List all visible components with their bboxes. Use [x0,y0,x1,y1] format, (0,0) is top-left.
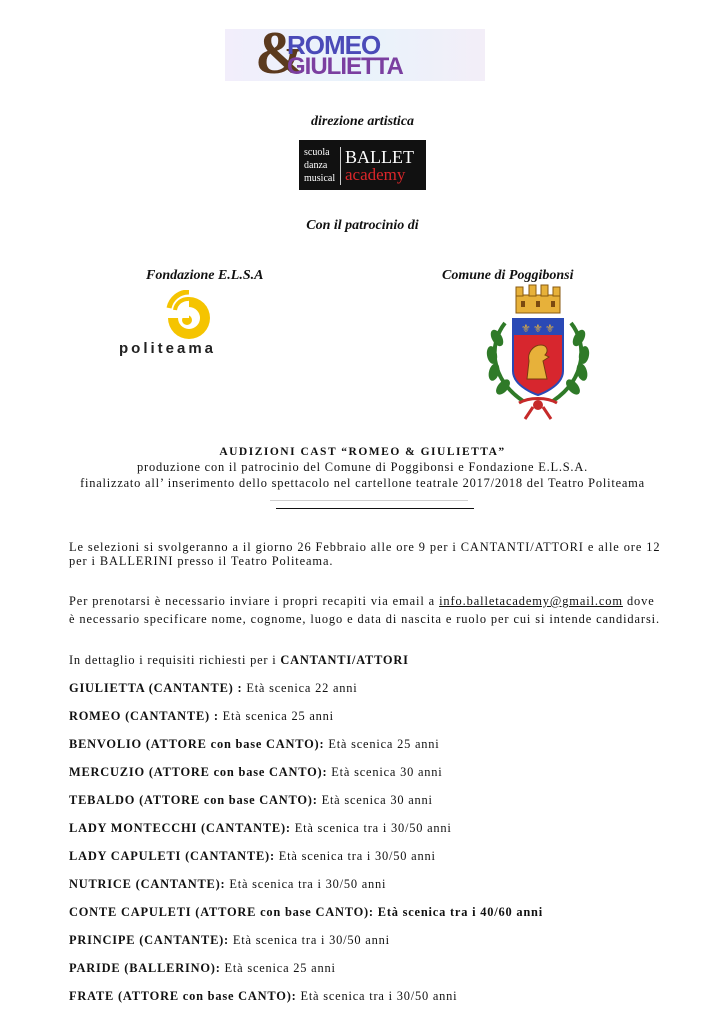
role-item [69,933,390,948]
heading-line-3: finalizzato all’ inserimento dello spettacolo nel cartellone teatrale 2017/2018 del Teatro Politeama [80,476,645,490]
role-item [69,709,334,724]
role-detail: Età scenica 30 anni [327,765,443,779]
svg-text:⚜: ⚜ [545,322,555,335]
role-detail: Età scenica tra i 30/50 anni [274,849,436,863]
comune-label: Comune di Poggibonsi [442,268,574,283]
direzione-label: direzione artistica [310,114,415,129]
divider-thick [276,508,474,509]
role-item [69,765,443,780]
logo-ampersand: & [255,20,305,86]
role-item [69,793,433,808]
ballet-small-line: musical [304,173,336,184]
email-link[interactable]: info.balletacademy@gmail.com [439,594,623,608]
politeama-logo [117,290,267,362]
patrocinio-label: Con il patrocinio di [306,218,419,233]
role-item [69,905,543,920]
svg-text:⚜: ⚜ [521,322,531,335]
divider-thin [270,500,468,501]
requisiti-intro [69,653,409,668]
role-item [69,681,358,696]
role-item [69,849,436,864]
role-name: NUTRICE (CANTANTE): [69,877,226,891]
role-detail: Età scenica 25 anni [324,737,440,751]
ballet-small-line: danza [304,160,328,171]
role-name: TEBALDO (ATTORE con base CANTO): [69,793,318,807]
selezioni-line-2: per i BALLERINI presso il Teatro Politeama. [69,554,334,568]
role-detail: Età scenica 30 anni [317,793,433,807]
romeo-giulietta-logo [225,20,485,86]
role-item [69,877,386,892]
role-name: LADY CAPULETI (CANTANTE): [69,849,275,863]
ballet-divider [340,147,341,185]
role-detail: Età scenica tra i 30/50 anni [290,821,452,835]
prenotazione-text-after: dove [622,594,655,608]
role-name: FRATE (ATTORE con base CANTO): [69,989,297,1003]
role-name: ROMEO (CANTANTE) : [69,709,219,723]
role-name: LADY MONTECCHI (CANTANTE): [69,821,291,835]
role-detail: Età scenica tra i 30/50 anni [228,933,390,947]
role-item [69,821,452,836]
politeama-wifi-icon [117,290,267,340]
role-item [69,737,440,752]
role-detail: Età scenica 25 anni [218,709,334,723]
requisiti-bold: CANTANTI/ATTORI [280,653,409,667]
role-detail: Età scenica 22 anni [242,681,358,695]
role-detail: Età scenica tra i 30/50 anni [225,877,387,891]
svg-text:⚜: ⚜ [533,322,543,335]
audizioni-title: AUDIZIONI CAST “ROMEO & GIULIETTA” [219,446,506,458]
role-name: PRINCIPE (CANTANTE): [69,933,229,947]
role-name: BENVOLIO (ATTORE con base CANTO): [69,737,325,751]
ballet-small-line: scuola [304,147,330,158]
prenotazione-line-2: è necessario specificare nome, cognome, luogo e data di nascita e ruolo per cui si intende candidarsi. [69,612,661,626]
role-detail: Età scenica tra i 30/50 anni [296,989,458,1003]
requisiti-text: In dettaglio i requisiti richiesti per i [69,653,281,667]
logo-line-giulietta: GIULIETTA [287,53,403,80]
poggibonsi-crest-icon [483,283,593,425]
prenotazione-text: Per prenotarsi è necessario inviare i propri recapiti via email a [69,594,440,608]
fondazione-label: Fondazione E.L.S.A [146,268,264,283]
politeama-word: politeama [119,340,217,357]
logo-line-romeo: ROMEO [287,30,381,60]
role-item [69,989,457,1004]
role-name: MERCUZIO (ATTORE con base CANTO): [69,765,328,779]
selezioni-line-1: Le selezioni si svolgeranno a il giorno 26 Febbraio alle ore 9 per i CANTANTI/ATTORI e alle ore 12 [69,540,661,554]
role-item [69,961,336,976]
prenotazione-line-1 [69,592,655,611]
ballet-word: BALLET [345,147,414,167]
academy-word: academy [345,165,406,184]
ballet-academy-logo [299,140,426,190]
role-name: CONTE CAPULETI (ATTORE con base CANTO): Età scenica tra i 40/60 anni [69,905,543,919]
heading-line-2: produzione con il patrocinio del Comune di Poggibonsi e Fondazione E.L.S.A. [137,460,588,474]
role-detail: Età scenica 25 anni [220,961,336,975]
role-name: GIULIETTA (CANTANTE) : [69,681,243,695]
role-name: PARIDE (BALLERINO): [69,961,221,975]
